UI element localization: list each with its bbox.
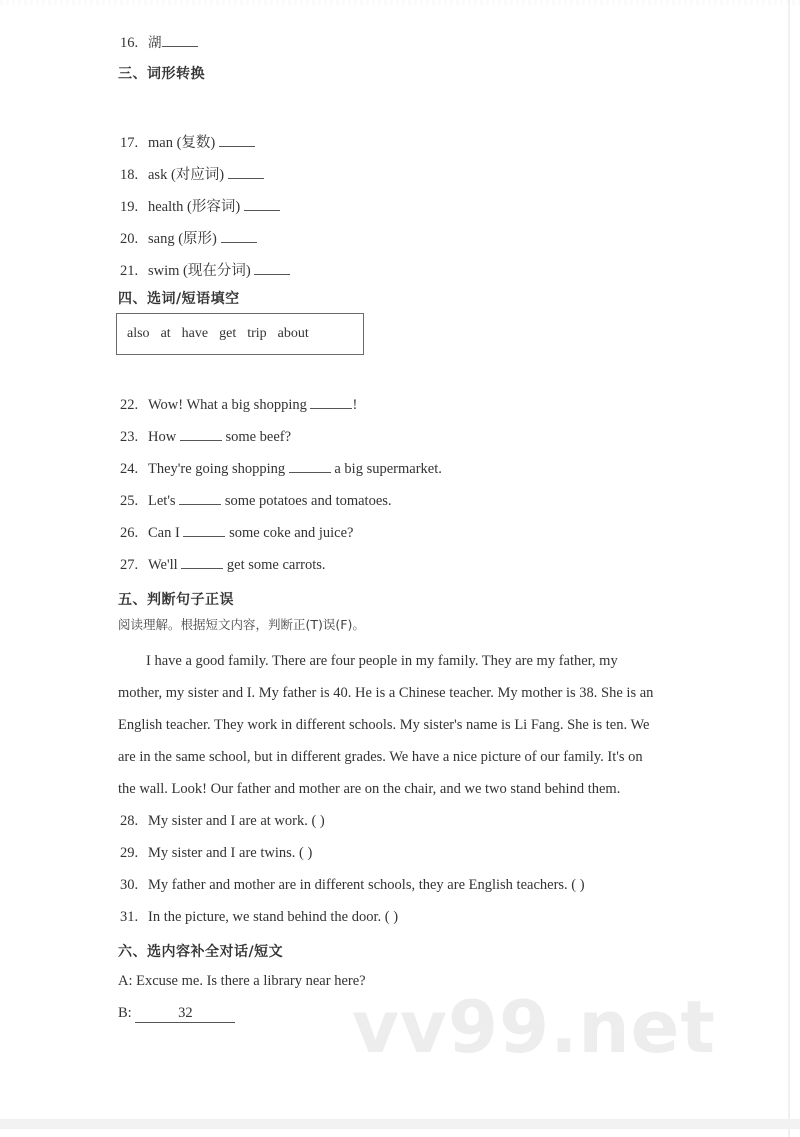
question-text-before: How xyxy=(148,429,180,445)
section-5-instruction: 阅读理解。根据短文内容，判断正(T)误(F)。 xyxy=(118,617,365,632)
question-item-31 xyxy=(120,909,398,926)
question-number: 22. xyxy=(120,397,139,413)
question-text-after: ! xyxy=(352,397,358,413)
question-text-after: some beef? xyxy=(221,429,292,445)
question-number: 20. xyxy=(120,231,139,247)
answer-blank[interactable] xyxy=(162,46,198,47)
question-text[interactable]: My father and mother are in different schools, they are English teachers. ( ) xyxy=(148,877,585,893)
question-text-before: Can I xyxy=(148,525,184,541)
watermark-text: vv99.net xyxy=(352,985,716,1069)
word-bank-item[interactable]: at xyxy=(160,326,171,341)
word-bank-item[interactable]: about xyxy=(277,326,309,341)
question-text[interactable]: My sister and I are twins. ( ) xyxy=(148,845,313,861)
word-bank-item[interactable]: also xyxy=(127,326,150,341)
question-text[interactable]: In the picture, we stand behind the door. ( ) xyxy=(148,909,399,925)
answer-blank[interactable] xyxy=(183,536,225,537)
question-number: 17. xyxy=(120,135,139,151)
answer-blank[interactable] xyxy=(221,242,257,243)
word-bank-box xyxy=(116,313,364,355)
page-top-edge xyxy=(0,0,800,5)
question-number: 30. xyxy=(120,877,139,893)
question-item-29 xyxy=(120,845,312,862)
question-number: 24. xyxy=(120,461,139,477)
question-item-26 xyxy=(120,525,353,542)
section-heading-5: 五、判断句子正误 xyxy=(118,592,234,608)
question-text: swim (现在分词) xyxy=(148,263,251,279)
question-number: 28. xyxy=(120,813,139,829)
question-number: 23. xyxy=(120,429,139,445)
question-text: man (复数) xyxy=(148,135,216,151)
page-right-edge xyxy=(788,0,790,1137)
dialog-answer-blank[interactable]: 32 xyxy=(135,1005,235,1023)
question-text: ask (对应词) xyxy=(148,167,225,183)
question-item-23 xyxy=(120,429,291,446)
passage-line: mother, my sister and I. My father is 40. He is a Chinese teacher. My mother is 38. She is an xyxy=(118,685,654,701)
question-number: 27. xyxy=(120,557,139,573)
answer-blank[interactable] xyxy=(289,472,331,473)
question-item-27 xyxy=(120,557,326,574)
question-item-20 xyxy=(120,227,257,248)
question-number: 31. xyxy=(120,909,139,925)
answer-blank[interactable] xyxy=(310,408,352,409)
question-item-17 xyxy=(120,131,255,152)
question-item-25 xyxy=(120,493,392,510)
section-heading-3: 三、词形转换 xyxy=(118,66,205,82)
dialog-text: Excuse me. Is there a library near here? xyxy=(136,973,366,989)
question-text-before: We'll xyxy=(148,557,182,573)
page-bottom-edge xyxy=(0,1119,800,1129)
question-item-19 xyxy=(120,195,280,216)
answer-blank[interactable] xyxy=(181,568,223,569)
answer-blank[interactable] xyxy=(180,440,222,441)
question-text-before: They're going shopping xyxy=(148,461,289,477)
dialog-speaker: B: xyxy=(118,1005,132,1021)
question-text[interactable]: My sister and I are at work. ( ) xyxy=(148,813,325,829)
question-number: 29. xyxy=(120,845,139,861)
answer-blank[interactable] xyxy=(179,504,221,505)
section-heading-6: 六、选内容补全对话/短文 xyxy=(118,944,284,960)
dialog-speaker: A: xyxy=(118,973,133,989)
question-item-16 xyxy=(120,31,198,52)
dialog-line-a xyxy=(118,973,366,990)
question-item-22 xyxy=(120,397,357,414)
passage-line: the wall. Look! Our father and mother are on the chair, and we two stand behind them. xyxy=(118,781,621,797)
word-bank-item[interactable]: get xyxy=(219,326,237,341)
question-text-after: some potatoes and tomatoes. xyxy=(221,493,392,509)
question-number: 21. xyxy=(120,263,139,279)
answer-blank[interactable] xyxy=(254,274,290,275)
passage-line: English teacher. They work in different schools. My sister's name is Li Fang. She is ten. We xyxy=(118,717,650,733)
answer-blank[interactable] xyxy=(228,178,264,179)
question-text-before: Wow! What a big shopping xyxy=(148,397,311,413)
question-number: 16. xyxy=(120,35,139,51)
word-bank-words xyxy=(127,326,320,342)
question-item-28 xyxy=(120,813,325,830)
dialog-line-b xyxy=(118,1005,235,1023)
question-text-before: Let's xyxy=(148,493,180,509)
word-bank-item[interactable]: trip xyxy=(247,326,267,341)
question-text-after: a big supermarket. xyxy=(330,461,442,477)
question-number: 18. xyxy=(120,167,139,183)
question-item-18 xyxy=(120,163,264,184)
question-item-24 xyxy=(120,461,442,478)
question-text: health (形容词) xyxy=(148,199,241,215)
question-item-21 xyxy=(120,259,290,280)
answer-blank[interactable] xyxy=(219,146,255,147)
answer-blank[interactable] xyxy=(244,210,280,211)
section-heading-4: 四、选词/短语填空 xyxy=(118,291,240,307)
question-number: 26. xyxy=(120,525,139,541)
question-item-30 xyxy=(120,877,585,894)
question-number: 25. xyxy=(120,493,139,509)
question-text: 湖 xyxy=(148,35,162,51)
question-text-after: some coke and juice? xyxy=(225,525,354,541)
question-number: 19. xyxy=(120,199,139,215)
word-bank-item[interactable]: have xyxy=(181,326,209,341)
passage-line: I have a good family. There are four people in my family. They are my father, my xyxy=(146,653,618,669)
question-text-after: get some carrots. xyxy=(223,557,326,573)
passage-line: are in the same school, but in different grades. We have a nice picture of our family. It's on xyxy=(118,749,643,765)
question-text: sang (原形) xyxy=(148,231,217,247)
